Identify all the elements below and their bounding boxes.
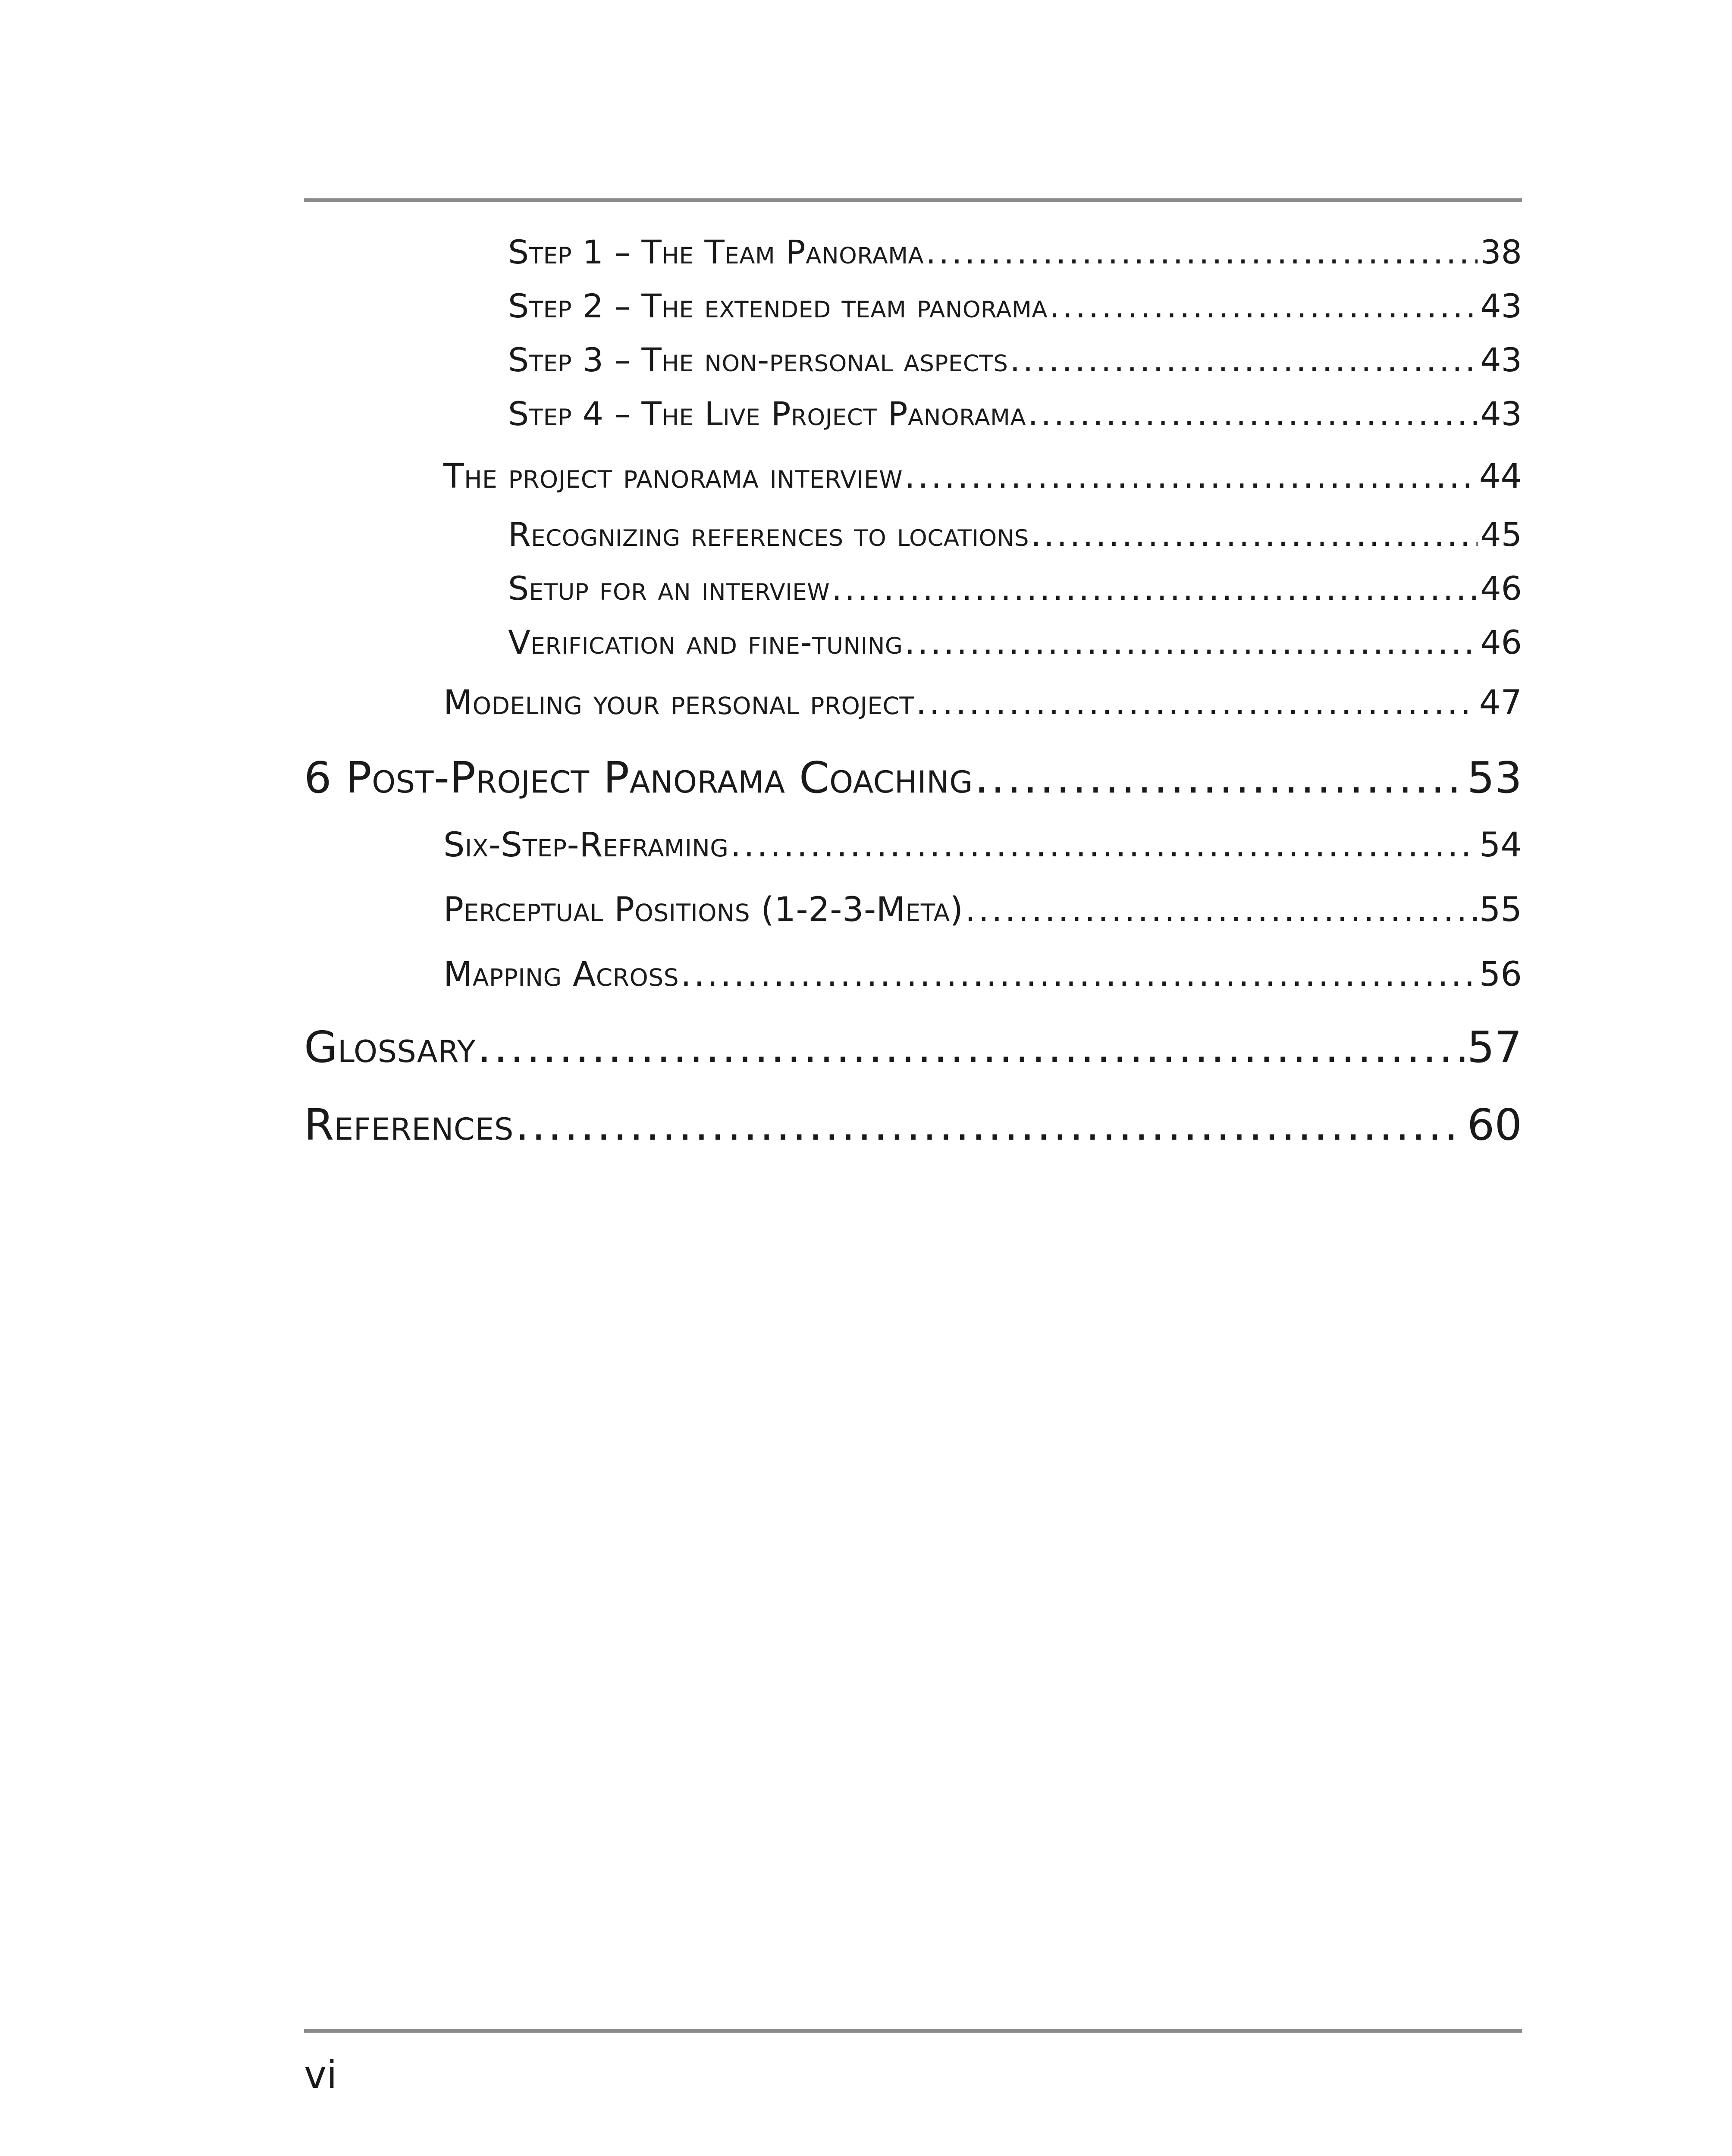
toc-dot-leader	[904, 623, 1478, 661]
toc-entry-chapter-6[interactable]	[304, 752, 1522, 803]
toc-entry-title: Step 1 – The Team Panorama	[508, 233, 924, 271]
toc-dot-leader	[730, 826, 1476, 865]
toc-page-number: 60	[1467, 1100, 1522, 1150]
toc-entry-title: 6 Post-Project Panorama Coaching	[304, 752, 973, 803]
toc-dot-leader	[926, 233, 1478, 271]
toc-entry-title: References	[304, 1100, 514, 1150]
toc-dot-leader	[1010, 341, 1478, 379]
toc-entry-title: Recognizing references to locations	[508, 515, 1029, 554]
header-rule	[304, 198, 1522, 202]
toc-entry-title: Step 2 – The extended team panorama	[508, 287, 1048, 325]
toc-entry-title: Step 4 – The Live Project Panorama	[508, 395, 1026, 433]
toc-entry-perceptual-positions[interactable]	[443, 890, 1522, 929]
toc-page-number: 46	[1480, 623, 1522, 661]
toc-dot-leader	[1031, 515, 1478, 554]
toc-entry-setup-interview[interactable]	[508, 569, 1522, 608]
toc-entry-verification[interactable]	[508, 623, 1522, 661]
toc-entry-title: The project panorama interview	[443, 457, 903, 496]
toc-entry-title: Six-Step-Reframing	[443, 826, 729, 865]
toc-entry-title: Verification and fine-tuning	[508, 623, 903, 661]
toc-dot-leader	[904, 457, 1477, 496]
toc-dot-leader	[975, 752, 1465, 803]
toc-page-number: 38	[1480, 233, 1522, 271]
toc-entry-step-4[interactable]	[508, 395, 1522, 433]
toc-page-number: 56	[1479, 955, 1522, 994]
toc-dot-leader	[477, 1022, 1465, 1072]
toc-entry-title: Glossary	[304, 1022, 476, 1072]
toc-dot-leader	[515, 1100, 1465, 1150]
footer-rule	[304, 2029, 1522, 2033]
toc-dot-leader	[1028, 395, 1478, 433]
toc-entry-title: Modeling your personal project	[443, 683, 914, 722]
toc-entry-mapping-across[interactable]	[443, 955, 1522, 994]
toc-dot-leader	[681, 955, 1477, 994]
toc-entry-recognizing-references[interactable]	[508, 515, 1522, 554]
toc-dot-leader	[831, 569, 1478, 608]
toc-entry-title: Mapping Across	[443, 955, 679, 994]
toc-entry-glossary[interactable]	[304, 1022, 1522, 1072]
toc-entry-references[interactable]	[304, 1100, 1522, 1150]
toc-entry-modeling-personal-project[interactable]	[443, 683, 1522, 722]
page-number-folio: vi	[304, 2053, 337, 2097]
toc-page-number: 47	[1479, 683, 1522, 722]
toc-page-number: 54	[1479, 826, 1522, 865]
toc-page-number: 55	[1479, 890, 1522, 929]
toc-page-number: 43	[1480, 395, 1522, 433]
toc-page-number: 45	[1480, 515, 1522, 554]
toc-dot-leader	[965, 890, 1477, 929]
toc-page-number: 43	[1480, 341, 1522, 379]
toc-entry-step-3[interactable]	[508, 341, 1522, 379]
toc-entry-title: Perceptual Positions (1-2-3-Meta)	[443, 890, 963, 929]
toc-entry-project-panorama-interview[interactable]	[443, 457, 1522, 496]
toc-page-number: 44	[1479, 457, 1522, 496]
toc-page-number: 43	[1480, 287, 1522, 325]
toc-dot-leader	[916, 683, 1476, 722]
toc-page-number: 53	[1467, 752, 1522, 803]
toc-entry-step-2[interactable]	[508, 287, 1522, 325]
toc-entry-title: Step 3 – The non-personal aspects	[508, 341, 1008, 379]
toc-entry-step-1[interactable]	[508, 233, 1522, 271]
toc-page-number: 46	[1480, 569, 1522, 608]
toc-page-number: 57	[1467, 1022, 1522, 1072]
toc-entry-title: Setup for an interview	[508, 569, 830, 608]
toc-dot-leader	[1049, 287, 1478, 325]
toc-entry-six-step-reframing[interactable]	[443, 826, 1522, 865]
